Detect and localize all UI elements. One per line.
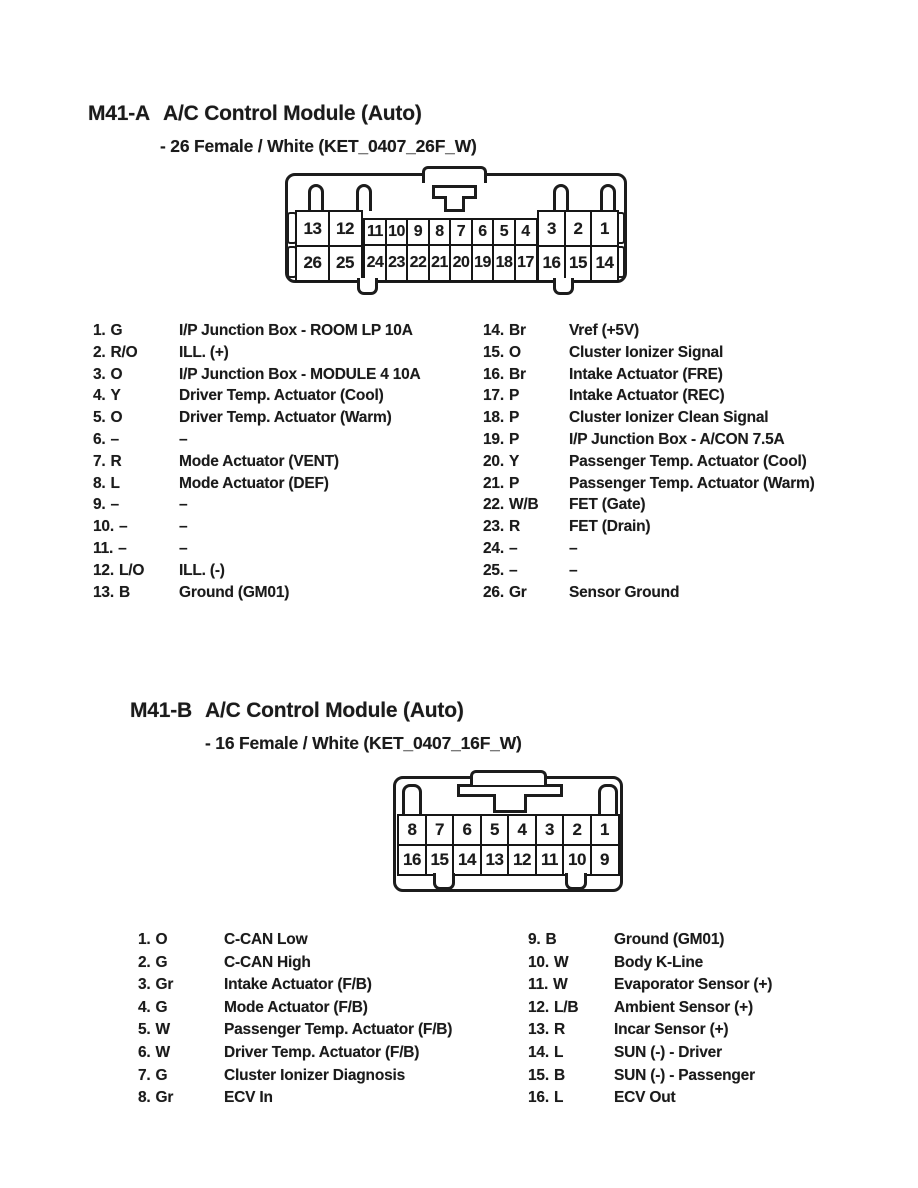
pin-cavity-1: 1 [590, 814, 620, 846]
pin-grid-group-left [295, 210, 363, 282]
section-title-m41b [130, 699, 464, 723]
pin-cavity-11: 11 [363, 218, 387, 246]
pin-id [93, 473, 179, 495]
pin-cavity-7: 7 [425, 814, 455, 846]
pin-number: 9. [528, 931, 541, 948]
pin-id [93, 320, 179, 342]
pin-description: ILL. (+) [179, 343, 229, 361]
pin-number: 13. [528, 1021, 549, 1039]
pin-row [483, 364, 913, 386]
pin-description: Cluster Ionizer Signal [569, 343, 724, 361]
pin-cavity-24: 24 [363, 244, 387, 282]
latch-tab [422, 166, 487, 183]
pin-number: 1. [93, 322, 106, 339]
pin-row [138, 1087, 528, 1110]
wire-color-code: B [553, 1066, 565, 1084]
pin-row [138, 952, 528, 975]
pin-grid-group-middle [363, 218, 538, 282]
pin-id [483, 560, 569, 582]
pin-id [138, 1019, 224, 1042]
pin-number: 20. [483, 452, 504, 470]
mount-slot [600, 184, 616, 211]
pin-id [483, 473, 569, 495]
connector-housing [285, 173, 627, 283]
pin-description: FET (Gate) [569, 496, 646, 514]
cavity-row-top [295, 210, 363, 247]
pin-row [483, 451, 913, 473]
pin-list-m41a-left [93, 320, 483, 603]
pin-row [93, 494, 483, 516]
pin-id [93, 385, 179, 407]
pin-description: – [179, 518, 188, 536]
wire-color-code: B [545, 931, 557, 948]
pin-number: 11. [528, 976, 549, 994]
pin-number: 24. [483, 539, 504, 557]
pin-row [138, 1065, 528, 1088]
pin-description: Intake Actuator (F/B) [224, 976, 372, 994]
pin-id [483, 342, 569, 364]
pin-cavity-16: 16 [397, 844, 427, 876]
pin-description: Ground (GM01) [614, 931, 725, 948]
pin-id [483, 429, 569, 451]
pin-description: – [179, 430, 188, 448]
pin-cavity-21: 21 [428, 244, 452, 282]
pin-id [483, 364, 569, 386]
pin-row [483, 473, 913, 495]
pin-cavity-16: 16 [537, 245, 566, 282]
pin-number: 7. [93, 452, 106, 470]
pin-cavity-3: 3 [535, 814, 565, 846]
pin-description: – [179, 539, 188, 557]
pin-description: Driver Temp. Actuator (F/B) [224, 1043, 420, 1061]
pin-description: Driver Temp. Actuator (Cool) [179, 387, 384, 405]
latch-tab [470, 770, 547, 785]
pin-id [528, 974, 614, 997]
pin-row [528, 1087, 913, 1110]
pin-cavity-4: 4 [514, 218, 538, 246]
pin-number: 5. [93, 409, 106, 427]
pin-cavity-2: 2 [564, 210, 593, 247]
pin-cavity-5: 5 [480, 814, 510, 846]
pin-number: 6. [138, 1043, 151, 1061]
wire-color-code: L/B [553, 998, 579, 1016]
pin-cavity-1: 1 [590, 210, 619, 247]
pin-id [138, 952, 224, 975]
pin-id [93, 582, 179, 604]
cavity-row-top [363, 218, 538, 246]
pin-cavity-9: 9 [590, 844, 620, 876]
pin-id [138, 929, 224, 952]
pin-row [93, 451, 483, 473]
bottom-tab [565, 873, 587, 890]
pin-number: 10. [528, 953, 549, 971]
wire-color-code: Gr [508, 583, 527, 601]
cavity-row-top [397, 814, 620, 846]
wire-color-code: O [155, 931, 168, 948]
wire-color-code: R/O [110, 343, 138, 361]
pin-description: C-CAN High [224, 953, 311, 971]
pin-number: 26. [483, 583, 504, 601]
pin-cavity-3: 3 [537, 210, 566, 247]
connector-code: M41-B [130, 699, 193, 722]
pin-row [483, 538, 913, 560]
wire-color-code: G [155, 998, 168, 1016]
pin-number: 12. [528, 998, 549, 1016]
bottom-tab [433, 873, 455, 890]
pin-row [483, 494, 913, 516]
pin-description: – [179, 496, 188, 514]
pin-row [93, 407, 483, 429]
mount-slot [402, 784, 422, 815]
wire-color-code: – [508, 561, 518, 579]
pin-id [483, 407, 569, 429]
pin-cavity-20: 20 [449, 244, 473, 282]
pin-description: C-CAN Low [224, 931, 308, 948]
pin-id [483, 516, 569, 538]
pin-cavity-10: 10 [385, 218, 409, 246]
connector-subtitle-m41a: - 26 Female / White (KET_0407_26F_W) [160, 136, 477, 156]
pin-cavity-19: 19 [471, 244, 495, 282]
wire-color-code: Br [508, 365, 526, 383]
pin-number: 7. [138, 1066, 151, 1084]
connector-name: A/C Control Module (Auto) [163, 102, 422, 125]
pin-cavity-10: 10 [562, 844, 592, 876]
wire-color-code: O [110, 409, 123, 427]
pin-number: 3. [93, 365, 106, 383]
pin-cavity-17: 17 [514, 244, 538, 282]
wire-color-code: B [118, 583, 130, 601]
pin-number: 3. [138, 976, 151, 994]
pin-id [93, 429, 179, 451]
connector-diagram-26pin [285, 166, 627, 302]
pin-cavity-26: 26 [295, 245, 330, 282]
cavity-row-bottom [397, 844, 620, 876]
pin-row [93, 473, 483, 495]
pin-description: Incar Sensor (+) [614, 1021, 729, 1039]
pin-id [93, 407, 179, 429]
pin-cavity-15: 15 [425, 844, 455, 876]
connector-name: A/C Control Module (Auto) [205, 699, 464, 722]
pin-cavity-8: 8 [428, 218, 452, 246]
wire-color-code: Br [508, 322, 526, 339]
pin-list-m41b-right [528, 929, 913, 1110]
pin-grid-group [397, 814, 620, 876]
pin-description: Passenger Temp. Actuator (Warm) [569, 474, 815, 492]
pin-cavity-14: 14 [452, 844, 482, 876]
latch-stem [493, 794, 527, 813]
wire-color-code: G [155, 953, 168, 971]
wire-color-code: W [155, 1043, 170, 1061]
pin-id [528, 997, 614, 1020]
pin-id [483, 451, 569, 473]
pin-row [138, 974, 528, 997]
pin-number: 5. [138, 1021, 151, 1039]
pin-row [483, 407, 913, 429]
pin-number: 16. [528, 1089, 549, 1107]
pin-row [483, 560, 913, 582]
pin-id [528, 1087, 614, 1110]
pin-description: SUN (-) - Driver [614, 1043, 722, 1061]
wire-color-code: W [553, 953, 569, 971]
pin-description: Intake Actuator (REC) [569, 387, 725, 405]
wire-color-code: R [553, 1021, 565, 1039]
wire-color-code: R [508, 518, 520, 536]
pin-number: 14. [528, 1043, 549, 1061]
pin-id [528, 952, 614, 975]
wire-color-code: G [155, 1066, 168, 1084]
pin-description: Mode Actuator (F/B) [224, 998, 368, 1016]
connector-subtitle-m41b: - 16 Female / White (KET_0407_16F_W) [205, 733, 522, 753]
pin-description: ECV In [224, 1089, 273, 1107]
pin-number: 15. [483, 343, 504, 361]
pin-id [138, 1065, 224, 1088]
pin-cavity-11: 11 [535, 844, 565, 876]
pin-number: 22. [483, 496, 504, 514]
pin-description: SUN (-) - Passenger [614, 1066, 755, 1084]
pin-row [93, 342, 483, 364]
pin-grid-group-right [537, 210, 619, 282]
pin-row [93, 364, 483, 386]
pin-id [138, 997, 224, 1020]
pin-number: 16. [483, 365, 504, 383]
pin-cavity-12: 12 [328, 210, 363, 247]
pin-id [138, 1042, 224, 1065]
pin-row [483, 385, 913, 407]
pin-cavity-4: 4 [507, 814, 537, 846]
pin-number: 13. [93, 583, 114, 601]
pin-row [483, 429, 913, 451]
pin-cavity-7: 7 [449, 218, 473, 246]
pin-number: 1. [138, 931, 151, 948]
wire-color-code: – [118, 539, 127, 557]
pin-description: Passenger Temp. Actuator (Cool) [569, 452, 807, 470]
pin-row [483, 320, 913, 342]
pin-row [93, 582, 483, 604]
pin-number: 23. [483, 518, 504, 536]
section-title-m41a [88, 102, 422, 126]
pin-list-m41a-right [483, 320, 913, 603]
wire-color-code: W [553, 976, 568, 994]
wire-color-code: L [110, 474, 120, 492]
pin-description: – [569, 539, 578, 557]
pin-description: Vref (+5V) [569, 322, 639, 339]
pin-row [93, 385, 483, 407]
pin-description: Mode Actuator (VENT) [179, 452, 339, 470]
pin-number: 12. [93, 561, 114, 579]
pin-id [93, 494, 179, 516]
pin-row [93, 320, 483, 342]
pin-description: Body K-Line [614, 953, 704, 971]
pin-id [483, 385, 569, 407]
pin-number: 21. [483, 474, 504, 492]
wire-color-code: P [508, 474, 520, 492]
pin-number: 25. [483, 561, 504, 579]
pin-id [528, 1042, 614, 1065]
pin-description: Evaporator Sensor (+) [614, 976, 773, 994]
pin-cavity-8: 8 [397, 814, 427, 846]
wire-color-code: Y [110, 387, 121, 405]
wire-color-code: – [508, 539, 518, 557]
pin-number: 9. [93, 496, 106, 514]
pin-number: 2. [93, 343, 106, 361]
pin-id [93, 516, 179, 538]
wire-color-code: O [508, 343, 521, 361]
pin-number: 8. [93, 474, 106, 492]
wire-color-code: L [553, 1043, 564, 1061]
pin-cavity-23: 23 [385, 244, 409, 282]
pin-description: – [569, 561, 578, 579]
pin-row [528, 952, 913, 975]
pin-id [483, 494, 569, 516]
pin-cavity-2: 2 [562, 814, 592, 846]
pin-row [138, 997, 528, 1020]
pin-number: 2. [138, 953, 151, 971]
pin-description: Passenger Temp. Actuator (F/B) [224, 1021, 453, 1039]
pin-number: 17. [483, 387, 504, 405]
pin-description: I/P Junction Box - A/CON 7.5A [569, 430, 785, 448]
pin-row [528, 997, 913, 1020]
pin-row [138, 1019, 528, 1042]
pin-row [93, 538, 483, 560]
cavity-row-bottom [537, 245, 619, 282]
pin-row [93, 560, 483, 582]
pin-number: 15. [528, 1066, 549, 1084]
wire-color-code: W [155, 1021, 170, 1039]
wire-color-code: O [110, 365, 123, 383]
bottom-tab [357, 278, 378, 295]
pin-number: 4. [93, 387, 106, 405]
pin-id [138, 974, 224, 997]
pin-number: 10. [93, 518, 114, 536]
pin-row [528, 1042, 913, 1065]
wire-color-code: L/O [118, 561, 145, 579]
pin-id [528, 1019, 614, 1042]
pin-cavity-6: 6 [471, 218, 495, 246]
cavity-row-bottom [295, 245, 363, 282]
latch-stem [444, 196, 465, 212]
wire-color-code: Gr [155, 1089, 174, 1107]
pin-id [93, 342, 179, 364]
pin-id [93, 538, 179, 560]
pin-cavity-25: 25 [328, 245, 363, 282]
connector-housing [393, 776, 623, 892]
wire-color-code: – [110, 430, 119, 448]
pin-row [528, 1065, 913, 1088]
pin-cavity-12: 12 [507, 844, 537, 876]
pin-description: Sensor Ground [569, 583, 680, 601]
pin-description: Intake Actuator (FRE) [569, 365, 723, 383]
pin-cavity-5: 5 [492, 218, 516, 246]
bottom-tab [553, 278, 574, 295]
wire-color-code: L [553, 1089, 564, 1107]
cavity-row-bottom [363, 244, 538, 282]
mount-slot [598, 784, 618, 815]
pin-description: ECV Out [614, 1089, 676, 1107]
pin-id [93, 560, 179, 582]
pin-row [483, 582, 913, 604]
pin-cavity-18: 18 [492, 244, 516, 282]
pin-description: I/P Junction Box - MODULE 4 10A [179, 365, 421, 383]
pin-row [93, 516, 483, 538]
pin-description: Cluster Ionizer Diagnosis [224, 1066, 406, 1084]
wire-color-code: Gr [155, 976, 174, 994]
pin-list-m41b-left [138, 929, 528, 1110]
pin-number: 11. [93, 539, 114, 557]
pin-row [138, 929, 528, 952]
pin-description: ILL. (-) [179, 561, 225, 579]
pin-description: Driver Temp. Actuator (Warm) [179, 409, 392, 427]
connector-code: M41-A [88, 102, 151, 125]
pin-number: 8. [138, 1089, 151, 1107]
pin-row [138, 1042, 528, 1065]
pin-description: Cluster Ionizer Clean Signal [569, 409, 769, 427]
pin-id [93, 364, 179, 386]
pin-description: I/P Junction Box - ROOM LP 10A [179, 322, 413, 339]
pin-id [483, 538, 569, 560]
cavity-row-top [537, 210, 619, 247]
mount-slot [308, 184, 324, 211]
pin-description: FET (Drain) [569, 518, 651, 536]
pin-row [528, 929, 913, 952]
wire-color-code: R [110, 452, 122, 470]
pin-description: Ground (GM01) [179, 583, 290, 601]
connector-diagram-16pin [393, 770, 623, 906]
pin-number: 14. [483, 322, 504, 339]
pin-id [483, 582, 569, 604]
pin-id [483, 320, 569, 342]
pin-cavity-15: 15 [564, 245, 593, 282]
pin-number: 18. [483, 409, 504, 427]
pin-cavity-13: 13 [480, 844, 510, 876]
mount-slot [356, 184, 372, 211]
wire-color-code: – [118, 518, 128, 536]
wire-color-code: P [508, 430, 520, 448]
pin-description: Ambient Sensor (+) [614, 998, 753, 1016]
pin-id [528, 929, 614, 952]
pin-number: 6. [93, 430, 106, 448]
pin-cavity-6: 6 [452, 814, 482, 846]
pin-cavity-13: 13 [295, 210, 330, 247]
pin-row [93, 429, 483, 451]
pin-cavity-14: 14 [590, 245, 619, 282]
pin-row [528, 1019, 913, 1042]
pin-description: Mode Actuator (DEF) [179, 474, 329, 492]
pin-id [93, 451, 179, 473]
mount-slot [553, 184, 569, 211]
pin-number: 4. [138, 998, 151, 1016]
wire-color-code: W/B [508, 496, 539, 514]
pin-cavity-9: 9 [406, 218, 430, 246]
wire-color-code: – [110, 496, 119, 514]
pin-row [483, 342, 913, 364]
pin-row [528, 974, 913, 997]
pin-id [528, 1065, 614, 1088]
wire-color-code: P [508, 387, 520, 405]
pin-id [138, 1087, 224, 1110]
pin-number: 19. [483, 430, 504, 448]
pin-row [483, 516, 913, 538]
wire-color-code: G [110, 322, 123, 339]
wire-color-code: P [508, 409, 520, 427]
pin-cavity-22: 22 [406, 244, 430, 282]
wire-color-code: Y [508, 452, 520, 470]
